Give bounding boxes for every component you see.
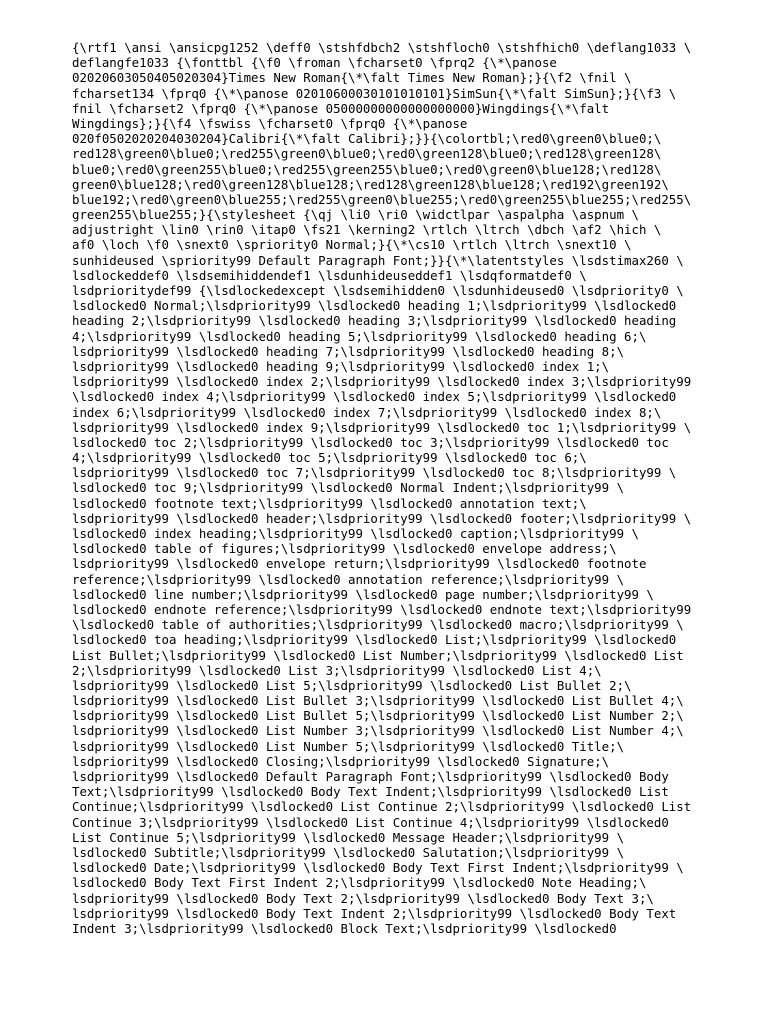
text-line: adjustright \lin0 \rin0 \itap0 \fs21 \kerning2 \rtlch \ltrch \dbch \af2 \hich \ (72, 222, 662, 238)
text-line: lsdpriority99 \lsdlocked0 List 5;\lsdpriority99 \lsdlocked0 List Bullet 2;\ (72, 677, 632, 693)
text-line: lsdlocked0 footnote text;\lsdpriority99 \lsdlocked0 annotation text;\ (72, 495, 587, 511)
text-line: lsdlocked0 Subtitle;\lsdpriority99 \lsdlocked0 Salutation;\lsdpriority99 \ (72, 844, 625, 860)
text-line: Text;\lsdpriority99 \lsdlocked0 Body Text Indent;\lsdpriority99 \lsdlocked0 List (72, 784, 669, 800)
text-line: 4;\lsdpriority99 \lsdlocked0 heading 5;\lsdpriority99 \lsdlocked0 heading 6;\ (72, 328, 647, 344)
text-line: deflangfe1033 {\fonttbl {\f0 \froman \fcharset0 \fprq2 {\*\panose (72, 55, 557, 71)
text-line: lsdlocked0 Normal;\lsdpriority99 \lsdlocked0 heading 1;\lsdpriority99 \lsdlocked0 (72, 298, 677, 314)
text-line: Continue;\lsdpriority99 \lsdlocked0 List Continue 2;\lsdpriority99 \lsdlocked0 List (72, 799, 692, 815)
text-line: \lsdlocked0 table of authorities;\lsdpriority99 \lsdlocked0 macro;\lsdpriority99 \ (72, 617, 684, 633)
text-line: red128\green0\blue0;\red255\green0\blue0;\red0\green128\blue0;\red128\green128\ (72, 146, 662, 162)
document-page (72, 40, 712, 936)
text-line: lsdlocked0 endnote reference;\lsdpriority99 \lsdlocked0 endnote text;\lsdpriority99 (72, 601, 692, 617)
text-line: Wingdings};}{\f4 \fswiss \fcharset0 \fprq0 {\*\panose (72, 115, 468, 131)
text-line: lsdlocked0 toc 2;\lsdpriority99 \lsdlocked0 toc 3;\lsdpriority99 \lsdlocked0 toc (72, 434, 669, 450)
text-line: lsdpriority99 \lsdlocked0 Default Paragraph Font;\lsdpriority99 \lsdlocked0 Body (72, 769, 669, 784)
text-line: lsdpriority99 \lsdlocked0 index 2;\lsdpriority99 \lsdlocked0 index 3;\lsdpriority99 (72, 374, 692, 390)
text-line: lsdpriority99 \lsdlocked0 index 9;\lsdpriority99 \lsdlocked0 toc 1;\lsdpriority99 \ (72, 419, 692, 435)
text-line: 2;\lsdpriority99 \lsdlocked0 List 3;\lsdpriority99 \lsdlocked0 List 4;\ (72, 662, 602, 678)
text-line: lsdpriority99 \lsdlocked0 heading 9;\lsdpriority99 \lsdlocked0 index 1;\ (72, 358, 610, 374)
text-line: index 6;\lsdpriority99 \lsdlocked0 index 7;\lsdpriority99 \lsdlocked0 index 8;\ (72, 404, 662, 420)
text-line: Continue 3;\lsdpriority99 \lsdlocked0 List Continue 4;\lsdpriority99 \lsdlocked0 (72, 814, 669, 830)
text-line: lsdpriority99 \lsdlocked0 header;\lsdpriority99 \lsdlocked0 footer;\lsdpriority99 \ (72, 510, 692, 526)
text-line: lsdpriority99 \lsdlocked0 heading 7;\lsdpriority99 \lsdlocked0 heading 8;\ (72, 343, 625, 359)
text-line: lsdpriority99 \lsdlocked0 envelope return;\lsdpriority99 \lsdlocked0 footnote (72, 556, 647, 572)
text-line: blue192;\red0\green0\blue255;\red255\green0\blue255;\red0\green255\blue255;\red255\ (72, 191, 692, 207)
text-line: lsdpriority99 \lsdlocked0 List Bullet 5;\lsdpriority99 \lsdlocked0 List Number 2;\ (72, 708, 684, 724)
text-line: Indent 3;\lsdpriority99 \lsdlocked0 Block Text;\lsdpriority99 \lsdlocked0 (72, 920, 617, 936)
text-line: 020f0502020204030204}Calibri{\*\falt Calibri};}}{\colortbl;\red0\green0\blue0;\ (72, 131, 662, 147)
text-line: 4;\lsdpriority99 \lsdlocked0 toc 5;\lsdpriority99 \lsdlocked0 toc 6;\ (72, 450, 587, 466)
text-line: fcharset134 \fprq0 {\*\panose 02010600030101010101}SimSun{\*\falt SimSun};}{\f3 \ (72, 85, 677, 101)
text-line: sunhideused \spriority99 Default Paragraph Font;}}{\*\latentstyles \lsdstimax260 \ (72, 252, 684, 268)
text-line: lsdlocked0 line number;\lsdpriority99 \lsdlocked0 page number;\lsdpriority99 \ (72, 586, 654, 602)
text-line: \lsdlocked0 index 4;\lsdpriority99 \lsdlocked0 index 5;\lsdpriority99 \lsdlocked0 (72, 389, 677, 405)
text-line: 02020603050405020304}Times New Roman{\*\falt Times New Roman};}{\f2 \fnil \ (72, 70, 632, 86)
text-line: lsdlocked0 Body Text First Indent 2;\lsdpriority99 \lsdlocked0 Note Heading;\ (72, 875, 647, 891)
text-line: List Continue 5;\lsdpriority99 \lsdlocked0 Message Header;\lsdpriority99 \ (72, 829, 625, 845)
text-line: {\rtf1 \ansi \ansicpg1252 \deff0 \stshfdbch2 \stshfloch0 \stshfhich0 \deflang1033 \ (72, 40, 692, 55)
text-line: green0\blue128;\red0\green128\blue128;\red128\green128\blue128;\red192\green192\ (72, 176, 669, 192)
text-line: blue0;\red0\green255\blue0;\red255\green255\blue0;\red0\green0\blue128;\red128\ (72, 161, 662, 177)
text-line: lsdpriority99 \lsdlocked0 Body Text Indent 2;\lsdpriority99 \lsdlocked0 Body Text (72, 905, 677, 921)
text-line: green255\blue255;}{\stylesheet {\qj \li0 \ri0 \widctlpar \aspalpha \aspnum \ (72, 207, 639, 223)
text-line: lsdprioritydef99 {\lsdlockedexcept \lsdsemihidden0 \lsdunhideused0 \lsdpriority0 \ (72, 283, 684, 298)
text-line: lsdlocked0 toc 9;\lsdpriority99 \lsdlocked0 Normal Indent;\lsdpriority99 \ (72, 480, 625, 496)
text-line: lsdlocked0 Date;\lsdpriority99 \lsdlocked0 Body Text First Indent;\lsdpriority99 \ (72, 860, 684, 876)
text-line: lsdpriority99 \lsdlocked0 toc 7;\lsdpriority99 \lsdlocked0 toc 8;\lsdpriority99 \ (72, 465, 677, 481)
text-line: lsdlocked0 toa heading;\lsdpriority99 \lsdlocked0 List;\lsdpriority99 \lsdlocked0 (72, 632, 677, 648)
text-line: reference;\lsdpriority99 \lsdlocked0 annotation reference;\lsdpriority99 \ (72, 571, 625, 587)
text-line: af0 \loch \f0 \snext0 \spriority0 Normal;}{\*\cs10 \rtlch \ltrch \snext10 \ (72, 237, 632, 253)
text-line: lsdpriority99 \lsdlocked0 Closing;\lsdpriority99 \lsdlocked0 Signature;\ (72, 753, 610, 769)
text-line: lsdlocked0 table of figures;\lsdpriority99 \lsdlocked0 envelope address;\ (72, 541, 617, 557)
text-line: lsdpriority99 \lsdlocked0 List Bullet 3;\lsdpriority99 \lsdlocked0 List Bullet 4;\ (72, 693, 684, 709)
text-line: lsdpriority99 \lsdlocked0 List Number 3;\lsdpriority99 \lsdlocked0 List Number 4;\ (72, 723, 684, 739)
text-line: fnil \fcharset2 \fprq0 {\*\panose 05000000000000000000}Wingdings{\*\falt (72, 100, 610, 116)
text-line: lsdpriority99 \lsdlocked0 Body Text 2;\lsdpriority99 \lsdlocked0 Body Text 3;\ (72, 890, 654, 906)
text-line: List Bullet;\lsdpriority99 \lsdlocked0 List Number;\lsdpriority99 \lsdlocked0 List (72, 647, 684, 663)
text-line: heading 2;\lsdpriority99 \lsdlocked0 heading 3;\lsdpriority99 \lsdlocked0 heading (72, 313, 677, 329)
text-line: lsdlockeddef0 \lsdsemihiddendef1 \lsdunhideuseddef1 \lsdqformatdef0 \ (72, 267, 587, 283)
text-line: lsdlocked0 index heading;\lsdpriority99 \lsdlocked0 caption;\lsdpriority99 \ (72, 526, 639, 541)
text-line: lsdpriority99 \lsdlocked0 List Number 5;\lsdpriority99 \lsdlocked0 Title;\ (72, 738, 625, 754)
